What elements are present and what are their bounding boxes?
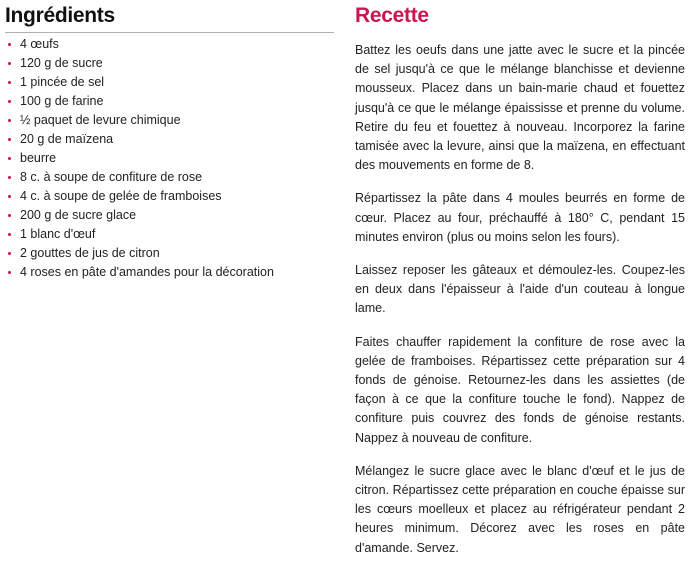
list-item: 4 œufs bbox=[5, 35, 335, 54]
bullet-icon bbox=[8, 81, 11, 84]
ingredients-heading: Ingrédients bbox=[5, 4, 115, 27]
bullet-icon bbox=[8, 252, 11, 255]
recipe-paragraph: Laissez reposer les gâteaux et démoulez-les. Coupez-les en deux dans l'épaisseur à l'aide d'un couteau à longue lame. bbox=[355, 263, 685, 316]
heading-divider bbox=[5, 32, 334, 33]
recipe-section bbox=[355, 0, 685, 572]
list-item: 100 g de farine bbox=[5, 92, 335, 111]
list-item: ½ paquet de levure chimique bbox=[5, 111, 335, 130]
bullet-icon bbox=[8, 271, 11, 274]
ingredients-list bbox=[5, 35, 335, 282]
bullet-icon bbox=[8, 195, 11, 198]
bullet-icon bbox=[8, 100, 11, 103]
bullet-icon bbox=[8, 43, 11, 46]
bullet-icon bbox=[8, 214, 11, 217]
bullet-icon bbox=[8, 119, 11, 122]
list-item: beurre bbox=[5, 149, 335, 168]
recipe-steps bbox=[355, 41, 685, 558]
list-item: 200 g de sucre glace bbox=[5, 206, 335, 225]
ingredients-section bbox=[5, 0, 335, 282]
bullet-icon bbox=[8, 176, 11, 179]
list-item: 2 gouttes de jus de citron bbox=[5, 244, 335, 263]
recipe-paragraph: Battez les oeufs dans une jatte avec le sucre et la pincée de sel jusqu'à ce que le mélange blanchisse et devienne mousseux. Placez dans un bain-marie chaud et fouettez jusqu'à ce que le mélange épaississe et prenne du volume. Retire du feu et fouettez à nouveau. Incorporez la farine tamisée avec la levure, ainsi que la maïzena, en effectuant des mouvements en forme de 8. bbox=[355, 43, 685, 173]
list-item: 20 g de maïzena bbox=[5, 130, 335, 149]
list-item: 120 g de sucre bbox=[5, 54, 335, 73]
bullet-icon bbox=[8, 157, 11, 160]
recipe-heading: Recette bbox=[355, 4, 429, 27]
recipe-paragraph: Faites chauffer rapidement la confiture de rose avec la gelée de framboises. Répartissez cette préparation sur 4 fonds de génoise. Retournez-les dans les assiettes (de façon à ce que la confiture touche le fond). Nappez de confiture puis couvrez des fonds de génoise restants. Nappez à nouveau de confiture. bbox=[355, 334, 685, 445]
list-item: 1 pincée de sel bbox=[5, 73, 335, 92]
list-item: 4 c. à soupe de gelée de framboises bbox=[5, 187, 335, 206]
recipe-paragraph: Répartissez la pâte dans 4 moules beurrés en forme de cœur. Placez au four, préchauffé à 180° C, pendant 15 minutes environ (plus ou moins selon les fours). bbox=[355, 191, 685, 244]
list-item: 4 roses en pâte d'amandes pour la décoration bbox=[5, 263, 335, 282]
recipe-paragraph: Mélangez le sucre glace avec le blanc d'œuf et le jus de citron. Répartissez cette préparation en couche épaisse sur les cœurs moelleux et placez au réfrigérateur pendant 2 heures minimum. Décorez avec les roses en pâte d'amande. Servez. bbox=[355, 463, 685, 555]
bullet-icon bbox=[8, 62, 11, 65]
bullet-icon bbox=[8, 233, 11, 236]
list-item: 8 c. à soupe de confiture de rose bbox=[5, 168, 335, 187]
list-item: 1 blanc d'œuf bbox=[5, 225, 335, 244]
bullet-icon bbox=[8, 138, 11, 141]
